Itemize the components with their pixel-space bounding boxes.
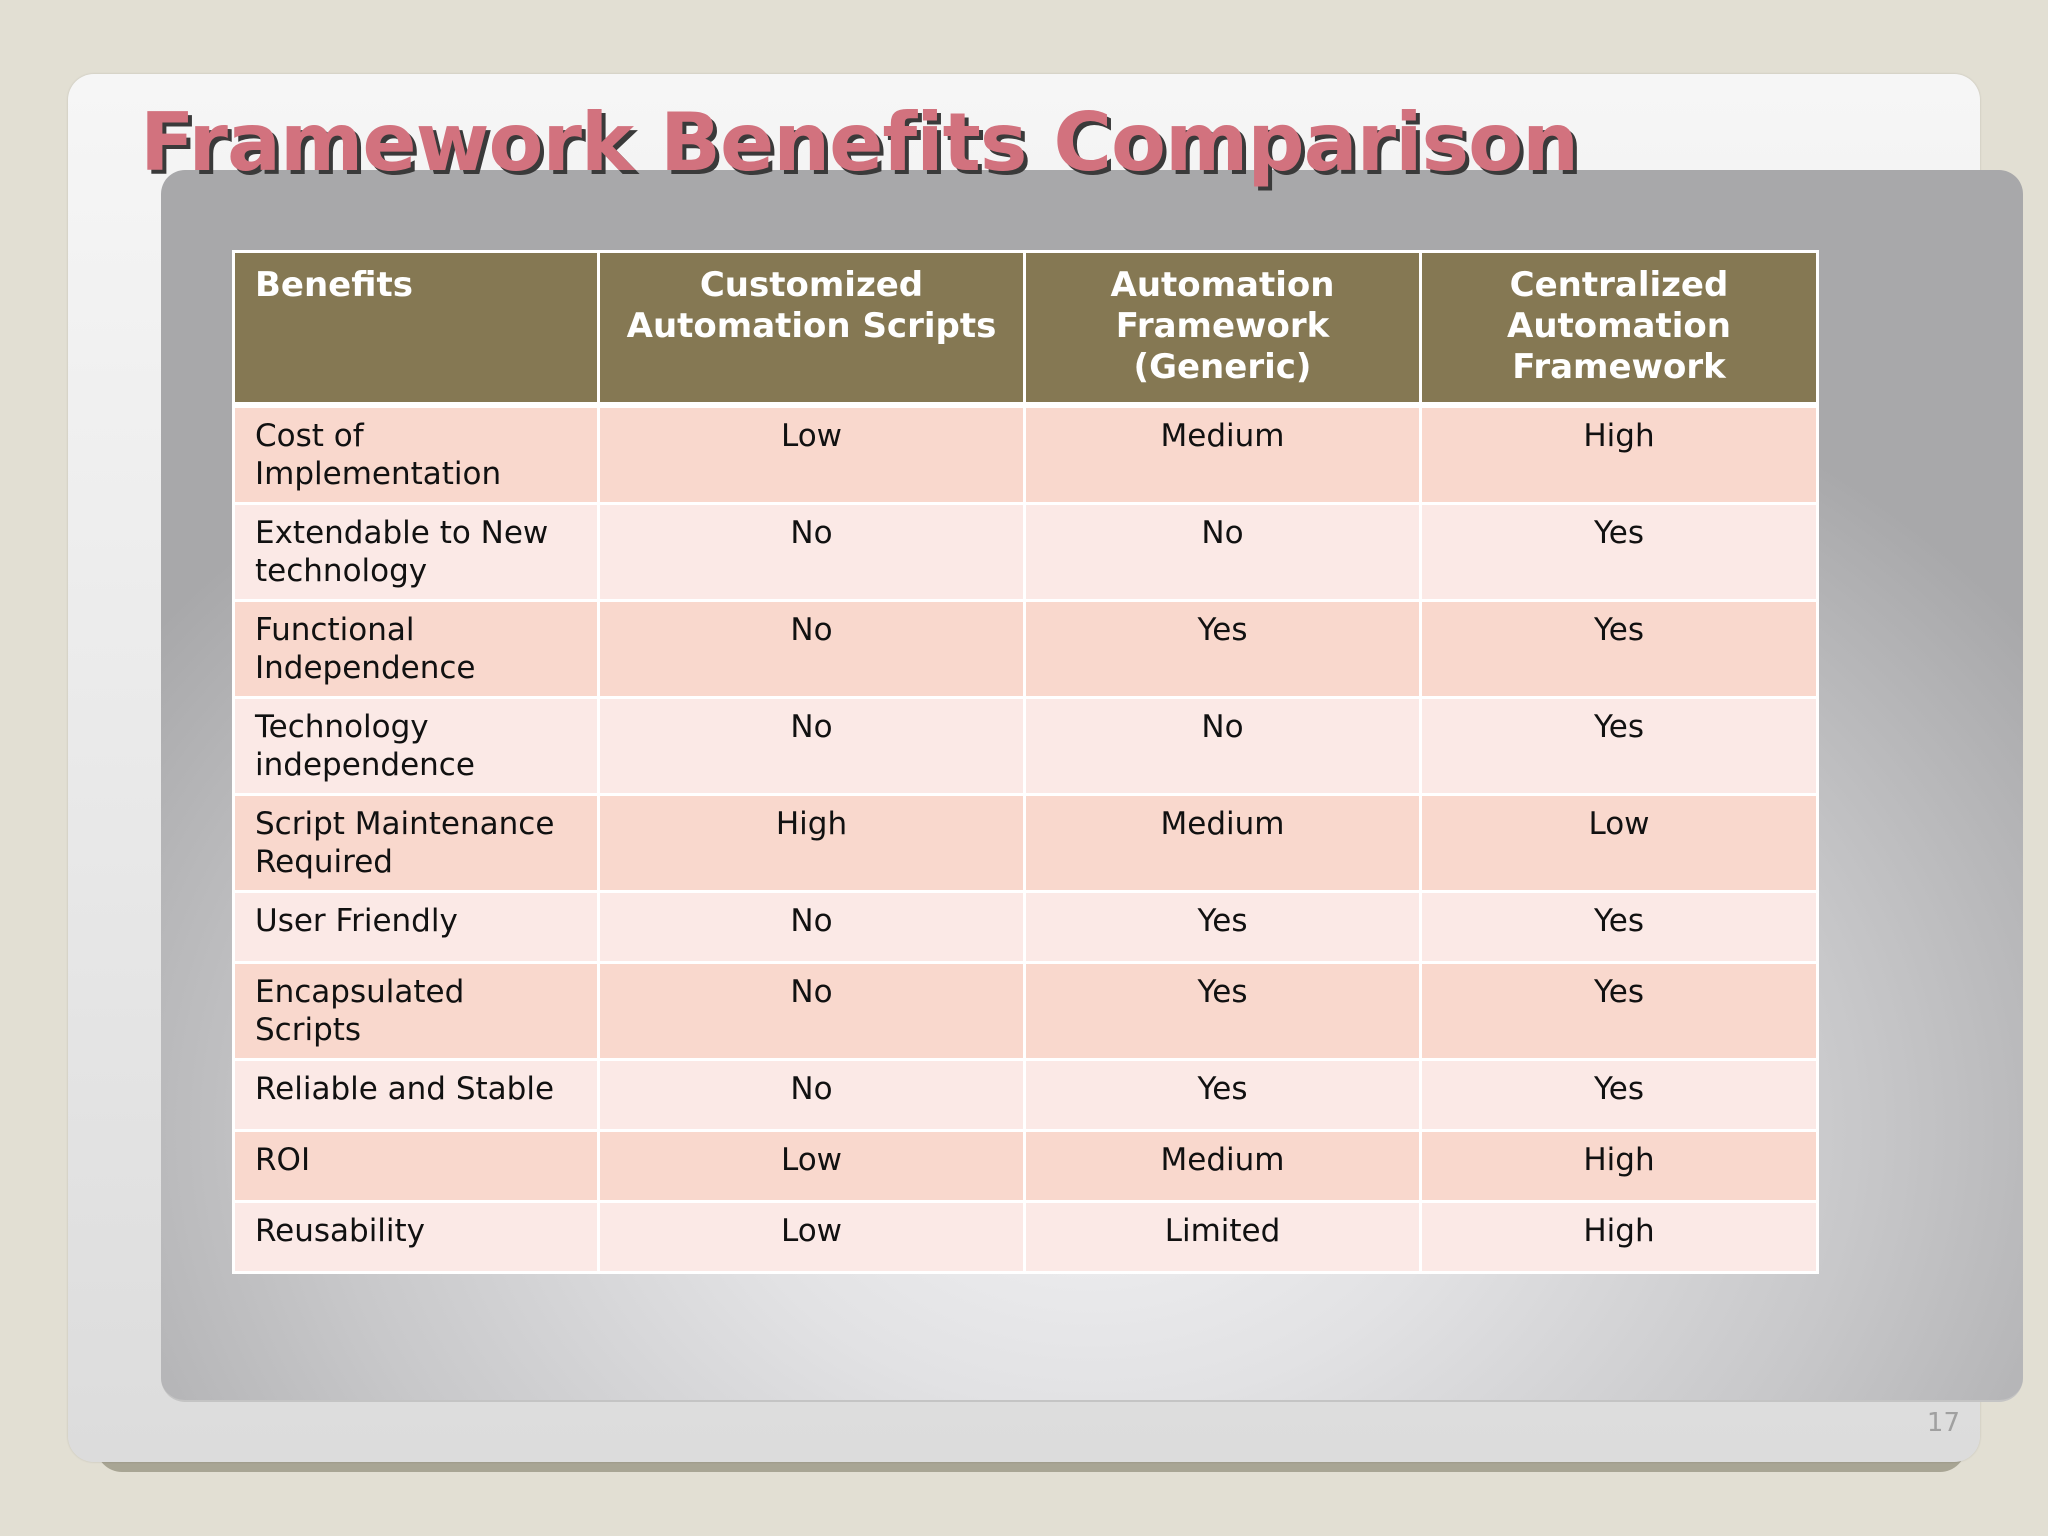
benefit-cell: Reliable and Stable xyxy=(234,1060,599,1131)
value-cell: Yes xyxy=(1421,601,1818,698)
benefit-cell: Extendable to New technology xyxy=(234,504,599,601)
column-header-generic-framework: Automation Framework (Generic) xyxy=(1025,252,1421,406)
value-cell: Yes xyxy=(1025,601,1421,698)
value-cell: Low xyxy=(1421,795,1818,892)
table-row xyxy=(234,1202,1818,1273)
value-cell: High xyxy=(1421,1202,1818,1273)
value-cell: Medium xyxy=(1025,405,1421,504)
value-cell: Yes xyxy=(1421,963,1818,1060)
table-row xyxy=(234,601,1818,698)
value-cell: High xyxy=(1421,1131,1818,1202)
table-row xyxy=(234,795,1818,892)
table-header-row xyxy=(234,252,1818,406)
benefit-cell: Technology independence xyxy=(234,698,599,795)
value-cell: Yes xyxy=(1421,698,1818,795)
table-row xyxy=(234,1131,1818,1202)
slide-title: Framework Benefits Comparison xyxy=(140,96,1579,189)
table-row xyxy=(234,892,1818,963)
value-cell: Yes xyxy=(1025,1060,1421,1131)
value-cell: High xyxy=(1421,405,1818,504)
column-header-customized-scripts: Customized Automation Scripts xyxy=(599,252,1025,406)
benefit-cell: Cost of Implementation xyxy=(234,405,599,504)
value-cell: No xyxy=(599,892,1025,963)
benefit-cell: Reusability xyxy=(234,1202,599,1273)
value-cell: Low xyxy=(599,1202,1025,1273)
value-cell: Medium xyxy=(1025,1131,1421,1202)
table-row xyxy=(234,698,1818,795)
benefit-cell: Script Maintenance Required xyxy=(234,795,599,892)
value-cell: No xyxy=(599,963,1025,1060)
value-cell: No xyxy=(1025,698,1421,795)
value-cell: Yes xyxy=(1421,1060,1818,1131)
page-number: 17 xyxy=(1926,1408,1960,1438)
value-cell: Low xyxy=(599,1131,1025,1202)
value-cell: No xyxy=(599,1060,1025,1131)
table-row xyxy=(234,405,1818,504)
table-row xyxy=(234,963,1818,1060)
column-header-centralized-framework: Centralized Automation Framework xyxy=(1421,252,1818,406)
value-cell: Medium xyxy=(1025,795,1421,892)
comparison-table xyxy=(232,250,1819,1274)
value-cell: No xyxy=(599,698,1025,795)
benefit-cell: Encapsulated Scripts xyxy=(234,963,599,1060)
value-cell: Yes xyxy=(1421,504,1818,601)
value-cell: High xyxy=(599,795,1025,892)
value-cell: No xyxy=(1025,504,1421,601)
value-cell: Yes xyxy=(1025,892,1421,963)
value-cell: Yes xyxy=(1421,892,1818,963)
value-cell: Low xyxy=(599,405,1025,504)
table-row xyxy=(234,1060,1818,1131)
value-cell: No xyxy=(599,504,1025,601)
benefit-cell: Functional Independence xyxy=(234,601,599,698)
value-cell: No xyxy=(599,601,1025,698)
column-header-benefits: Benefits xyxy=(234,252,599,406)
benefit-cell: ROI xyxy=(234,1131,599,1202)
benefit-cell: User Friendly xyxy=(234,892,599,963)
table-row xyxy=(234,504,1818,601)
value-cell: Yes xyxy=(1025,963,1421,1060)
value-cell: Limited xyxy=(1025,1202,1421,1273)
